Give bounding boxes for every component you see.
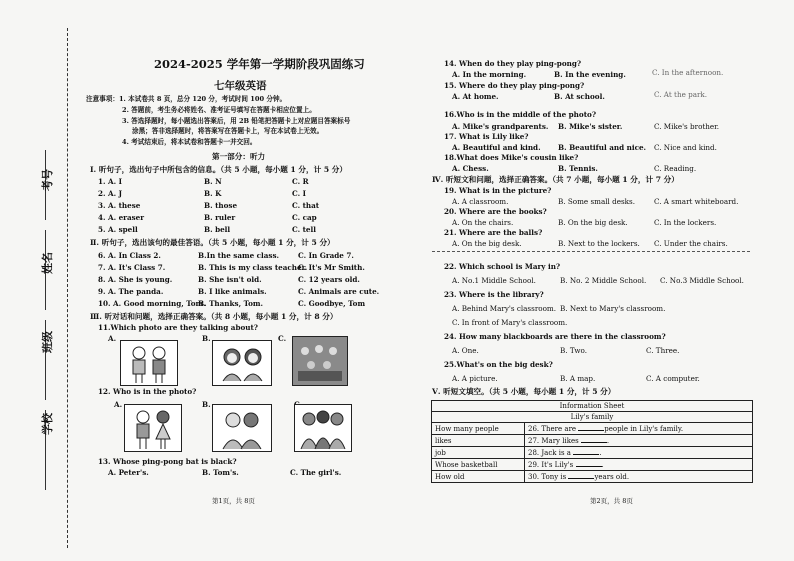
q8-a: 8. A. She is young.: [98, 275, 173, 284]
q15-text: 15. Where do they play ping-pong?: [444, 81, 585, 90]
row-label: job: [432, 447, 525, 459]
q7-b: B. This is my class teacher.: [198, 263, 308, 272]
section5-heading: Ⅴ. 听短文填空。（共 5 小题，每小题 1 分，计 5 分）: [432, 387, 616, 396]
q13-text: 13. Whose ping-pong bat is black?: [98, 457, 237, 466]
q12-opt-b: B.: [202, 400, 211, 409]
q2-b: B. K: [204, 189, 222, 198]
q22-text: 22. Which school is Mary in?: [444, 262, 561, 271]
q25-c: C. A computer.: [646, 374, 700, 383]
section3-heading: Ⅲ. 听对话和问题，选择正确答案。（共 8 小题，每小题 1 分，计 8 分）: [90, 312, 338, 321]
q24-a: A. One.: [452, 346, 479, 355]
two-boys-illustration: [121, 341, 177, 385]
q24-text: 24. How many blackboards are there in the classroom?: [444, 332, 666, 341]
q4-b: B. ruler: [204, 213, 236, 222]
q21-text: 21. Where are the balls?: [444, 228, 543, 237]
q12-photo-b: [212, 404, 272, 452]
q22-b: B. No. 2 Middle School.: [560, 276, 647, 285]
q8-c: C. 12 years old.: [298, 275, 360, 284]
row-pre: 29. It's Lily's: [528, 461, 574, 470]
note-5: 4. 考试结束后，将本试卷和答题卡一并交回。: [122, 138, 257, 146]
row-blank-cell: [525, 459, 753, 471]
q21-a: A. On the big desk.: [452, 239, 522, 248]
q3-a: 3. A. these: [98, 201, 141, 210]
row-label: Whose basketball: [432, 459, 525, 471]
q11-opt-a: A.: [108, 334, 117, 343]
q22-a: A. No.1 Middle School.: [452, 276, 536, 285]
q11-photo-a: [120, 340, 178, 386]
row-label: likes: [432, 435, 525, 447]
q25-text: 25.What's on the big desk?: [444, 360, 553, 369]
row-pre: 26. There are: [528, 425, 577, 434]
q20-b: B. On the big desk.: [558, 218, 628, 227]
q10-c: C. Goodbye, Tom: [298, 299, 366, 308]
note-3: 3. 答选择题时，每小题选出答案后，用 2B 铅笔把答题卡上对应题目答案标号: [122, 117, 351, 125]
q23-a: A. Behind Mary's classroom.: [452, 304, 557, 313]
table-row: [432, 459, 753, 471]
section4-heading: Ⅳ. 听短文和问题，选择正确答案。（共 7 小题，每小题 1 分，计 7 分）: [432, 175, 679, 184]
section1-heading: Ⅰ. 听句子，选出句子中所包含的信息。（共 5 小题，每小题 1 分，计 5 分）: [90, 165, 347, 174]
q23-b: B. Next to Mary's classroom.: [560, 304, 666, 313]
row-pre: 28. Jack is a: [528, 449, 571, 458]
left-page-footer: 第1页，共 8页: [212, 497, 255, 505]
exam-subtitle: 七年级英语: [214, 80, 267, 92]
section2-heading: Ⅱ. 听句子，选出该句的最佳答语。（共 5 小题，每小题 1 分，计 5 分）: [90, 238, 335, 247]
answer-blank[interactable]: [576, 459, 604, 470]
q14-c: C. In the afternoon.: [652, 68, 724, 77]
q9-c: C. Animals are cute.: [298, 287, 380, 296]
q23-text: 23. Where is the library?: [444, 290, 544, 299]
q14-b: B. In the evening.: [554, 70, 626, 79]
q16-text: 16.Who is in the middle of the photo?: [444, 110, 597, 119]
q17-text: 17. What is Lily like?: [444, 132, 529, 141]
name-label: 姓名: [41, 252, 54, 274]
row-post: .: [599, 449, 602, 458]
binding-cut-line: [67, 28, 68, 548]
q12-opt-a: A.: [114, 400, 123, 409]
table-title: Information Sheet: [432, 401, 753, 412]
q11-opt-c: C.: [278, 334, 287, 343]
table-subtitle: Lily's family: [432, 412, 753, 423]
q11-photo-b: [212, 340, 272, 386]
answer-blank[interactable]: [568, 471, 594, 479]
q24-c: C. Three.: [646, 346, 680, 355]
table-row: [432, 471, 753, 483]
q23-c: C. In front of Mary's classroom.: [452, 318, 568, 327]
q19-text: 19. What is in the picture?: [444, 186, 552, 195]
row-blank-cell: [525, 471, 753, 483]
q4-c: C. cap: [292, 213, 317, 222]
row-post: people in Lily's family.: [604, 425, 684, 434]
q12-photo-c: [294, 404, 352, 452]
row-post: .: [606, 437, 610, 446]
q25-b: B. A map.: [560, 374, 596, 383]
q24-b: B. Two.: [560, 346, 588, 355]
answer-blank[interactable]: [573, 447, 602, 458]
q19-c: C. A smart whiteboard.: [654, 197, 739, 206]
q1-a: 1. A. I: [98, 177, 122, 186]
q25-a: A. A picture.: [452, 374, 498, 383]
q18-c: C. Reading.: [654, 164, 697, 173]
row-post: years old.: [594, 473, 630, 482]
q18-text: 18.What does Mike's cousin like?: [444, 153, 579, 162]
note-1: 注意事项：1. 本试卷共 8 页，总分 120 分，考试时间 100 分钟。: [86, 95, 287, 103]
q3-c: C. that: [292, 201, 320, 210]
q19-b: B. Some small desks.: [558, 197, 635, 206]
couple-illustration: [213, 405, 271, 451]
boy-and-girl-illustration: [125, 405, 181, 451]
q2-a: 2. A. J: [98, 189, 122, 198]
q14-text: 14. When do they play ping-pong?: [444, 59, 582, 68]
information-sheet-table: [431, 400, 753, 483]
right-page-footer: 第2页，共 8页: [590, 497, 633, 505]
q8-b: B. She isn't old.: [198, 275, 262, 284]
q22-c: C. No.3 Middle School.: [660, 276, 744, 285]
q6-a: 6. A. In Class 2.: [98, 251, 161, 260]
q20-a: A. On the chairs.: [452, 218, 514, 227]
q20-text: 20. Where are the books?: [444, 207, 547, 216]
row-blank-cell: [525, 423, 753, 435]
q15-a: A. At home.: [452, 92, 499, 101]
q7-a: 7. A. It's Class 7.: [98, 263, 166, 272]
q17-a: A. Beautiful and kind.: [452, 143, 541, 152]
q12-text: 12. Who is in the photo?: [98, 387, 197, 396]
q15-c: C. At the park.: [654, 90, 708, 99]
q3-b: B. those: [204, 201, 238, 210]
exam-no-label: 考号: [41, 169, 54, 191]
q7-c: C. It's Mr Smith.: [298, 263, 365, 272]
exam-title: 2024-2025 学年第一学期阶段巩固练习: [154, 57, 365, 71]
q16-b: B. Mike's sister.: [558, 122, 623, 131]
q17-b: B. Beautiful and nice.: [558, 143, 647, 152]
note-4: 涂黑；答非选择题时，将答案写在答题卡上，写在本试卷上无效。: [132, 127, 324, 135]
q15-b: B. At school.: [554, 92, 605, 101]
group-photo-illustration: [293, 337, 347, 385]
q9-a: 9. A. The panda.: [98, 287, 164, 296]
q4-a: 4. A. eraser: [98, 213, 145, 222]
family-illustration: [295, 405, 351, 451]
two-girls-illustration: [213, 341, 271, 385]
q10-a: 10. A. Good morning, Tom.: [98, 299, 206, 308]
answer-blank[interactable]: [581, 435, 610, 446]
q19-a: A. A classroom.: [452, 197, 509, 206]
row-blank-cell: [525, 447, 753, 459]
q6-c: C. In Grade 7.: [298, 251, 354, 260]
class-label: 班级: [41, 331, 54, 353]
q21-c: C. Under the chairs.: [654, 239, 728, 248]
q6-b: B.In the same class.: [198, 251, 280, 260]
q5-c: C. tell: [292, 225, 316, 234]
q14-a: A. In the morning.: [452, 70, 527, 79]
q13-c: C. The girl's.: [290, 468, 342, 477]
q11-opt-b: B.: [202, 334, 211, 343]
q11-photo-c: [292, 336, 348, 386]
section-divider: [432, 251, 750, 252]
q12-photo-a: [124, 404, 182, 452]
row-post: .: [601, 461, 604, 470]
q18-a: A. Chess.: [452, 164, 489, 173]
table-row: [432, 447, 753, 459]
q9-b: B. I like animals.: [198, 287, 267, 296]
answer-blank[interactable]: [578, 423, 604, 431]
q16-a: A. Mike's grandparents.: [452, 122, 549, 131]
q16-c: C. Mike's brother.: [654, 122, 720, 131]
row-pre: 27. Mary likes: [528, 437, 579, 446]
q5-a: 5. A. spell: [98, 225, 138, 234]
row-blank-cell: [525, 435, 753, 447]
binding-margin: [0, 0, 84, 561]
q20-c: C. In the lockers.: [654, 218, 717, 227]
part1-heading: 第一部分：听力: [212, 152, 266, 161]
school-label: 学校: [41, 413, 54, 435]
q1-b: B. N: [204, 177, 222, 186]
q10-b: B. Thanks, Tom.: [198, 299, 263, 308]
q18-b: B. Tennis.: [558, 164, 598, 173]
q2-c: C. I: [292, 189, 306, 198]
row-label: How many people: [432, 423, 525, 435]
q1-c: C. R: [292, 177, 309, 186]
q11-text: 11.Which photo are they talking about?: [98, 323, 259, 332]
q17-c: C. Nice and kind.: [654, 143, 717, 152]
q5-b: B. bell: [204, 225, 231, 234]
row-pre: 30. Tony is: [528, 473, 567, 482]
note-2: 2. 答题前，考生务必将姓名、准考证号填写在答题卡相应位置上。: [122, 106, 316, 114]
row-label: How old: [432, 471, 525, 483]
q13-b: B. Tom's.: [202, 468, 239, 477]
q21-b: B. Next to the lockers.: [558, 239, 640, 248]
table-row: [432, 423, 753, 435]
table-row: [432, 435, 753, 447]
q13-a: A. Peter's.: [108, 468, 149, 477]
